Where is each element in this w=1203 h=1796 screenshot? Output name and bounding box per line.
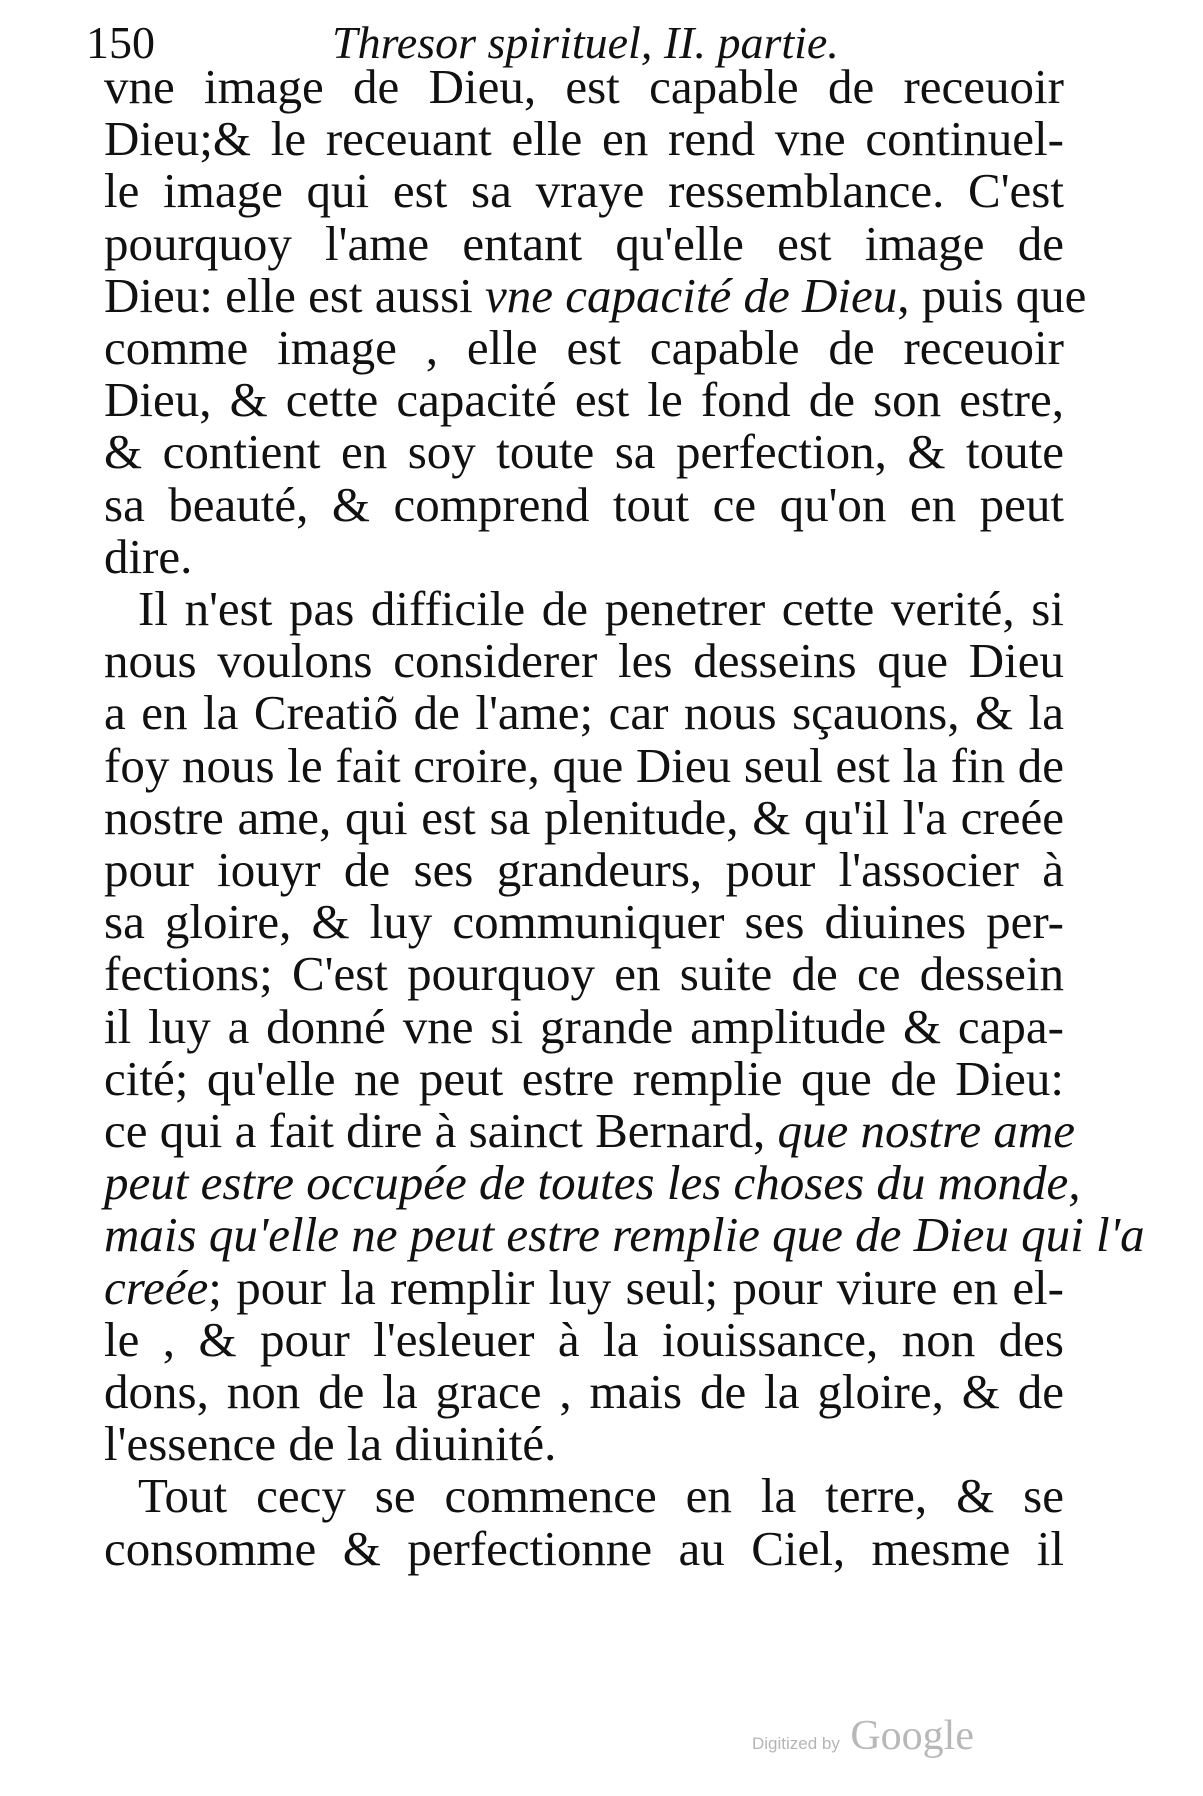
text-line	[104, 110, 1064, 168]
google-logo: Google	[850, 1713, 974, 1759]
text-line	[104, 1363, 1064, 1421]
text-line	[104, 1154, 1081, 1212]
text-segment: comme image , elle est capable de receuoir	[104, 320, 1064, 375]
text-segment: ce qui a fait dire à sainct Bernard,	[104, 1103, 778, 1158]
italic-segment: peut estre occupée de toutes les choses du monde,	[104, 1155, 1081, 1211]
italic-segment: que nostre ame	[777, 1103, 1076, 1158]
text-line	[138, 1467, 1064, 1525]
text-segment: Dieu: elle est aussi	[104, 267, 486, 323]
text-line	[104, 684, 1064, 742]
text-line	[104, 998, 1064, 1056]
text-segment: vne image de Dieu, est capable de receuoir	[104, 59, 1064, 114]
text-line	[104, 893, 1064, 951]
text-segment: & contient en soy toute sa perfection, & toute	[104, 424, 1064, 480]
text-segment: le , & pour l'esleuer à la iouissance, non des	[104, 1311, 1064, 1367]
digitized-by-google-watermark	[752, 1712, 974, 1759]
text-line	[104, 162, 1064, 220]
text-line	[104, 1102, 1076, 1160]
text-line	[138, 580, 1064, 638]
text-segment: dons, non de la grace , mais de la gloire, & de	[104, 1364, 1064, 1419]
text-segment: nous voulons considerer les desseins que Dieu	[104, 633, 1064, 689]
text-line	[104, 945, 1064, 1003]
text-line	[104, 1520, 1064, 1578]
italic-segment: vne capacité de Dieu	[485, 267, 898, 323]
text-line	[104, 319, 1064, 377]
running-title: Thresor spirituel, II. partie.	[332, 17, 839, 68]
text-line	[104, 267, 1087, 325]
text-segment: nostre ame, qui est sa plenitude, & qu'il l'a creée	[104, 789, 1064, 845]
text-segment: il luy a donné vne si grande amplitude & capa-	[104, 998, 1064, 1054]
text-line	[104, 632, 1064, 690]
text-segment: , puis que	[897, 267, 1087, 323]
text-line	[104, 215, 1064, 273]
text-line	[104, 737, 1064, 795]
text-segment: Tout cecy se commence en la terre, & se	[138, 1468, 1064, 1524]
text-segment: foy nous le fait croire, que Dieu seul est la fin de	[104, 737, 1064, 793]
text-segment: pour iouyr de ses grandeurs, pour l'associer à	[104, 842, 1064, 897]
text-segment: sa gloire, & luy communiquer ses diuines per-	[104, 894, 1064, 950]
text-line	[104, 1415, 1064, 1473]
text-segment: cité; qu'elle ne peut estre remplie que de Dieu:	[104, 1050, 1064, 1106]
text-line	[104, 528, 1064, 586]
text-segment: dire.	[104, 528, 193, 584]
text-segment: le image qui est sa vraye ressemblance. C'est	[104, 163, 1064, 219]
text-segment: l'essence de la diuinité.	[104, 1416, 557, 1472]
text-segment: Dieu;& le receuant elle en rend vne continuel-	[104, 111, 1064, 167]
digitized-label: Digitized by	[752, 1734, 840, 1753]
text-line	[104, 371, 1064, 429]
text-line	[104, 1259, 1064, 1317]
text-line	[104, 58, 1064, 116]
italic-segment: creée	[104, 1259, 209, 1315]
text-segment: sa beauté, & comprend tout ce qu'on en peut	[104, 476, 1064, 532]
text-segment: Il n'est pas difficile de penetrer cette verité, si	[138, 581, 1064, 636]
text-segment: ; pour la remplir luy seul; pour viure en el-	[208, 1259, 1064, 1315]
page-number: 150	[86, 17, 155, 68]
text-segment: a en la Creatiõ de l'ame; car nous sçauons, & la	[104, 685, 1064, 741]
text-line	[104, 423, 1064, 481]
italic-segment: mais qu'elle ne peut estre remplie que de Dieu qui l'a	[104, 1207, 1145, 1263]
text-line	[104, 841, 1064, 899]
text-segment: pourquoy l'ame entant qu'elle est image de	[104, 215, 1064, 271]
text-segment: fections; C'est pourquoy en suite de ce dessein	[104, 946, 1064, 1002]
text-line	[104, 476, 1064, 534]
text-line	[104, 1050, 1064, 1108]
text-line	[104, 1206, 1145, 1264]
text-line	[104, 789, 1064, 847]
text-line	[104, 1311, 1064, 1369]
text-segment: Dieu, & cette capacité est le fond de son estre,	[104, 372, 1064, 428]
text-segment: consomme & perfectionne au Ciel, mesme il	[104, 1520, 1064, 1576]
